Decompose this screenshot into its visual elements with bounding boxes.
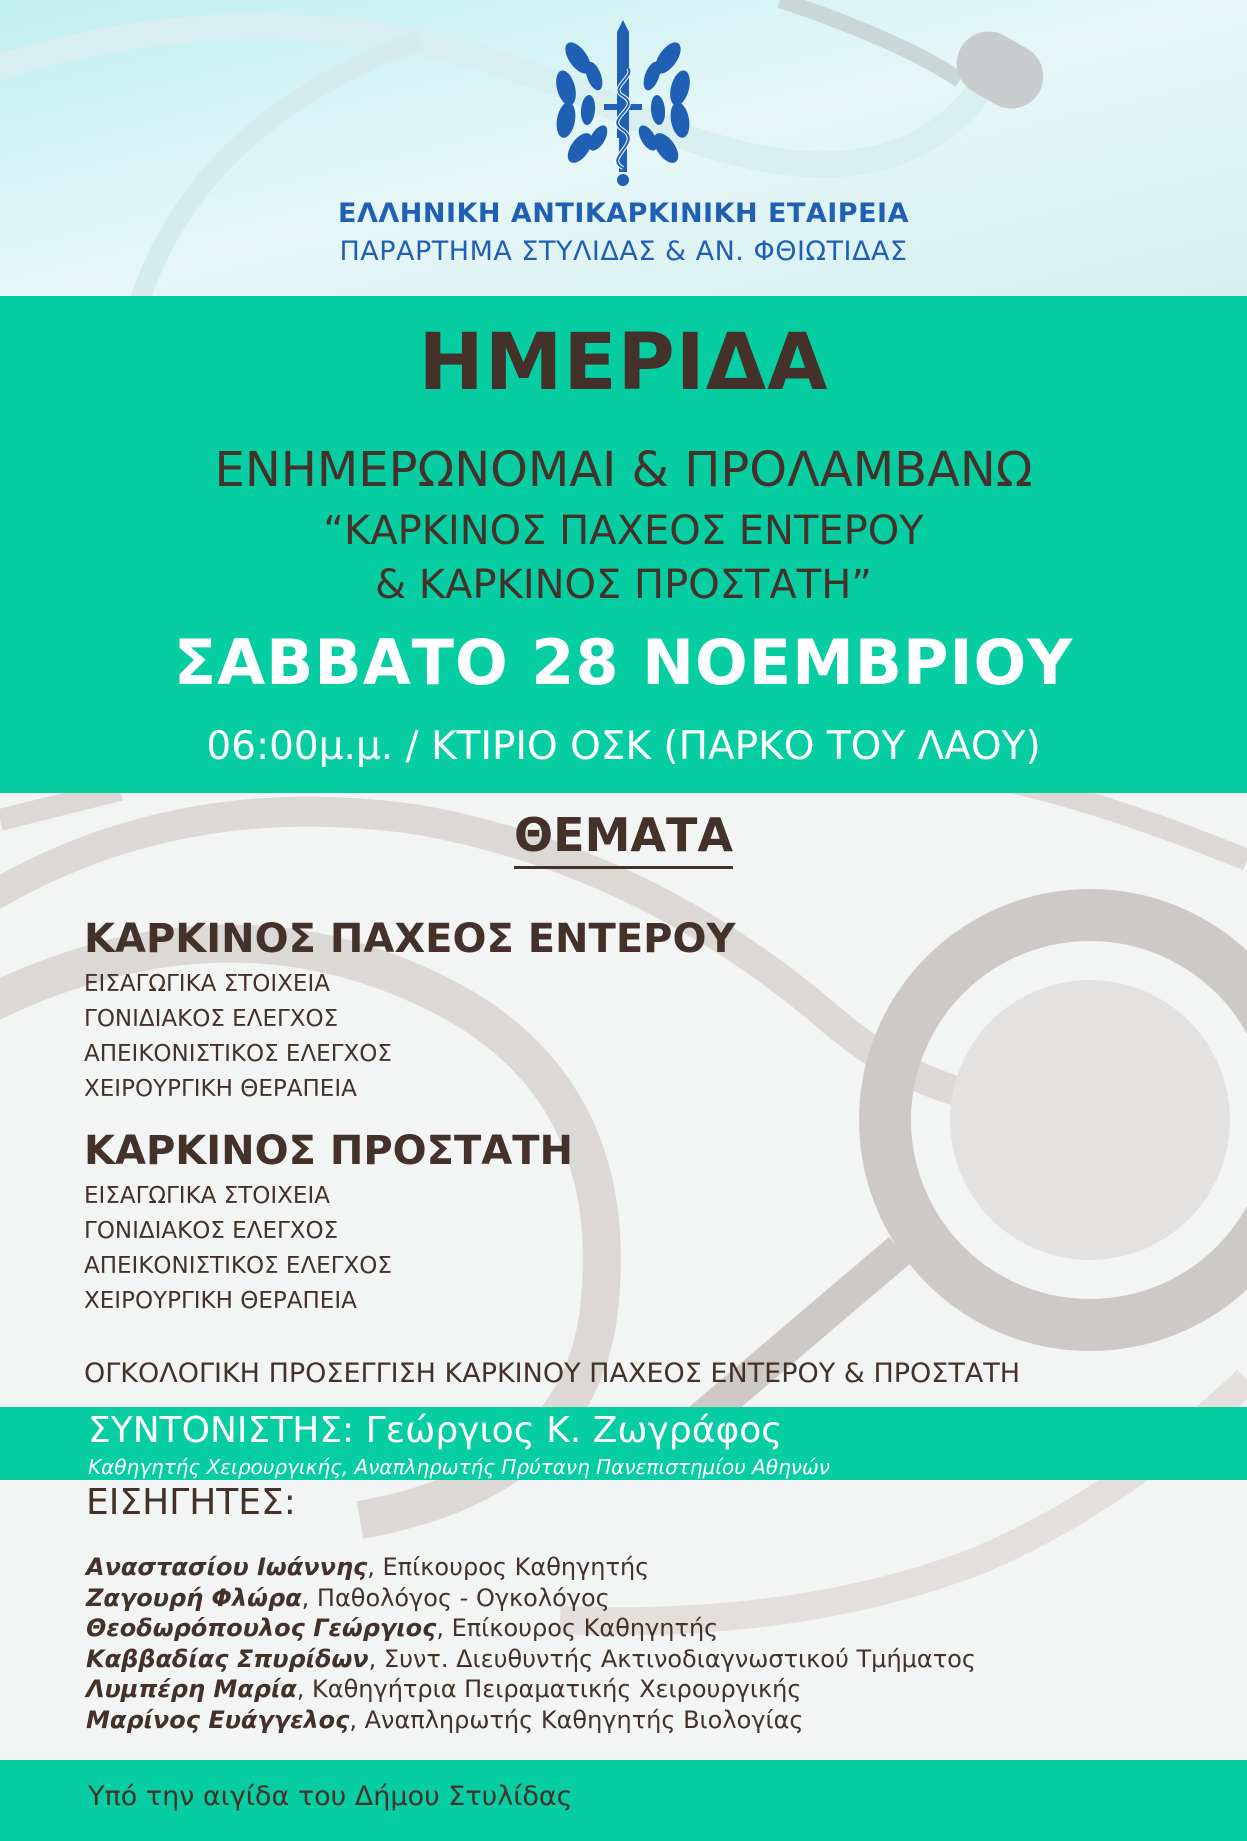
speaker-role: , Επίκουρος Καθηγητής bbox=[436, 1614, 719, 1642]
caduceus-laurel-emblem-icon bbox=[548, 18, 698, 190]
speaker-role: , Καθηγήτρια Πειραματικής Χειρουργικής bbox=[296, 1675, 802, 1703]
coordinator-name: ΣΥΝΤΟΝΙΣΤΗΣ: Γεώργιος Κ. Ζωγράφος bbox=[88, 1410, 783, 1451]
event-title: ΗΜΕΡΙΔΑ bbox=[418, 318, 829, 408]
topic-group-title: ΚΑΡΚΙΝΟΣ ΠΡΟΣΤΑΤΗ bbox=[84, 1128, 574, 1174]
speaker-item bbox=[86, 1705, 976, 1736]
speaker-item bbox=[86, 1644, 976, 1675]
topic-item: ΧΕΙΡΟΥΡΓΙΚΗ ΘΕΡΑΠΕΙΑ bbox=[84, 1076, 357, 1102]
topic-item: ΑΠΕΙΚΟΝΙΣΤΙΚΟΣ ΕΛΕΓΧΟΣ bbox=[84, 1041, 392, 1067]
topics-heading bbox=[0, 808, 1247, 862]
event-quote-line-2: & ΚΑΡΚΙΝΟΣ ΠΡΟΣΤΑΤΗ” bbox=[374, 562, 873, 608]
event-quote-line-1: “ΚΑΡΚΙΝΟΣ ΠΑΧΕΟΣ ΕΝΤΕΡΟΥ bbox=[323, 508, 924, 554]
speaker-role: , Αναπληρωτής Καθηγητής Βιολογίας bbox=[349, 1705, 804, 1734]
coordinator-title: Καθηγητής Χειρουργικής, Αναπληρωτής Πρύτανη Πανεπιστημίου Αθηνών bbox=[88, 1455, 830, 1479]
speaker-role: , Παθολόγος - Ογκολόγος bbox=[301, 1583, 610, 1612]
speaker-name: Ζαγουρή Φλώρα bbox=[86, 1583, 302, 1612]
speakers-heading: ΕΙΣΗΓΗΤΕΣ: bbox=[86, 1482, 296, 1523]
speakers-list bbox=[86, 1552, 976, 1735]
speaker-name: Λυμπέρη Μαρία bbox=[86, 1675, 297, 1703]
topic-group-items bbox=[84, 1179, 392, 1319]
oncology-topic: ΟΓΚΟΛΟΓΙΚΗ ΠΡΟΣΕΓΓΙΣΗ ΚΑΡΚΙΝΟΥ ΠΑΧΕΟΣ ΕΝΤΕΡΟΥ & ΠΡΟΣΤΑΤΗ bbox=[84, 1358, 1021, 1389]
topics-heading-text: ΘΕΜΑΤΑ bbox=[514, 808, 733, 869]
organization-branch: ΠΑΡΑΡΤΗΜΑ ΣΤΥΛΙΔΑΣ & ΑΝ. ΦΘΙΩΤΙΔΑΣ bbox=[339, 236, 908, 267]
speaker-role: , Επίκουρος Καθηγητής bbox=[367, 1553, 650, 1581]
topic-group-items bbox=[84, 967, 392, 1107]
topic-item: ΑΠΕΙΚΟΝΙΣΤΙΚΟΣ ΕΛΕΓΧΟΣ bbox=[84, 1253, 392, 1279]
speaker-item bbox=[86, 1613, 976, 1644]
topic-group-title: ΚΑΡΚΙΝΟΣ ΠΑΧΕΟΣ ΕΝΤΕΡΟΥ bbox=[84, 916, 736, 962]
topic-item: ΓΟΝΙΔΙΑΚΟΣ ΕΛΕΓΧΟΣ bbox=[84, 1218, 339, 1244]
organization-name: ΕΛΛΗΝΙΚΗ ΑΝΤΙΚΑΡΚΙΝΙΚΗ ΕΤΑΙΡΕΙΑ bbox=[338, 198, 909, 229]
topic-item: ΧΕΙΡΟΥΡΓΙΚΗ ΘΕΡΑΠΕΙΑ bbox=[84, 1288, 357, 1314]
topic-item: ΕΙΣΑΓΩΓΙΚΑ ΣΤΟΙΧΕΙΑ bbox=[84, 971, 330, 997]
speaker-item bbox=[86, 1583, 976, 1614]
speaker-name: Αναστασίου Ιωάννης bbox=[86, 1553, 368, 1581]
speaker-name: Μαρίνος Ευάγγελος bbox=[86, 1705, 350, 1734]
event-time-place: 06:00μ.μ. / ΚΤΙΡΙΟ ΟΣΚ (ΠΑΡΚΟ ΤΟΥ ΛΑΟΥ) bbox=[206, 724, 1041, 769]
topic-item: ΓΟΝΙΔΙΑΚΟΣ ΕΛΕΓΧΟΣ bbox=[84, 1006, 339, 1032]
speaker-role: , Συντ. Διευθυντής Ακτινοδιαγνωστικού Τμήματος bbox=[368, 1644, 976, 1673]
event-subtitle: ΕΝΗΜΕΡΩΝΟΜΑΙ & ΠΡΟΛΑΜΒΑΝΩ bbox=[214, 442, 1033, 498]
speaker-item bbox=[86, 1674, 976, 1705]
footer-patronage-text: Υπό την αιγίδα του Δήμου Στυλίδας bbox=[88, 1781, 573, 1812]
topic-item: ΕΙΣΑΓΩΓΙΚΑ ΣΤΟΙΧΕΙΑ bbox=[84, 1183, 330, 1209]
speaker-name: Θεοδωρόπουλος Γεώργιος bbox=[86, 1614, 437, 1642]
speaker-name: Καββαδίας Σπυρίδων bbox=[86, 1644, 369, 1673]
speaker-item bbox=[86, 1552, 976, 1583]
event-date: ΣΑΒΒΑΤΟ 28 ΝΟΕΜΒΡΙΟΥ bbox=[173, 626, 1074, 699]
